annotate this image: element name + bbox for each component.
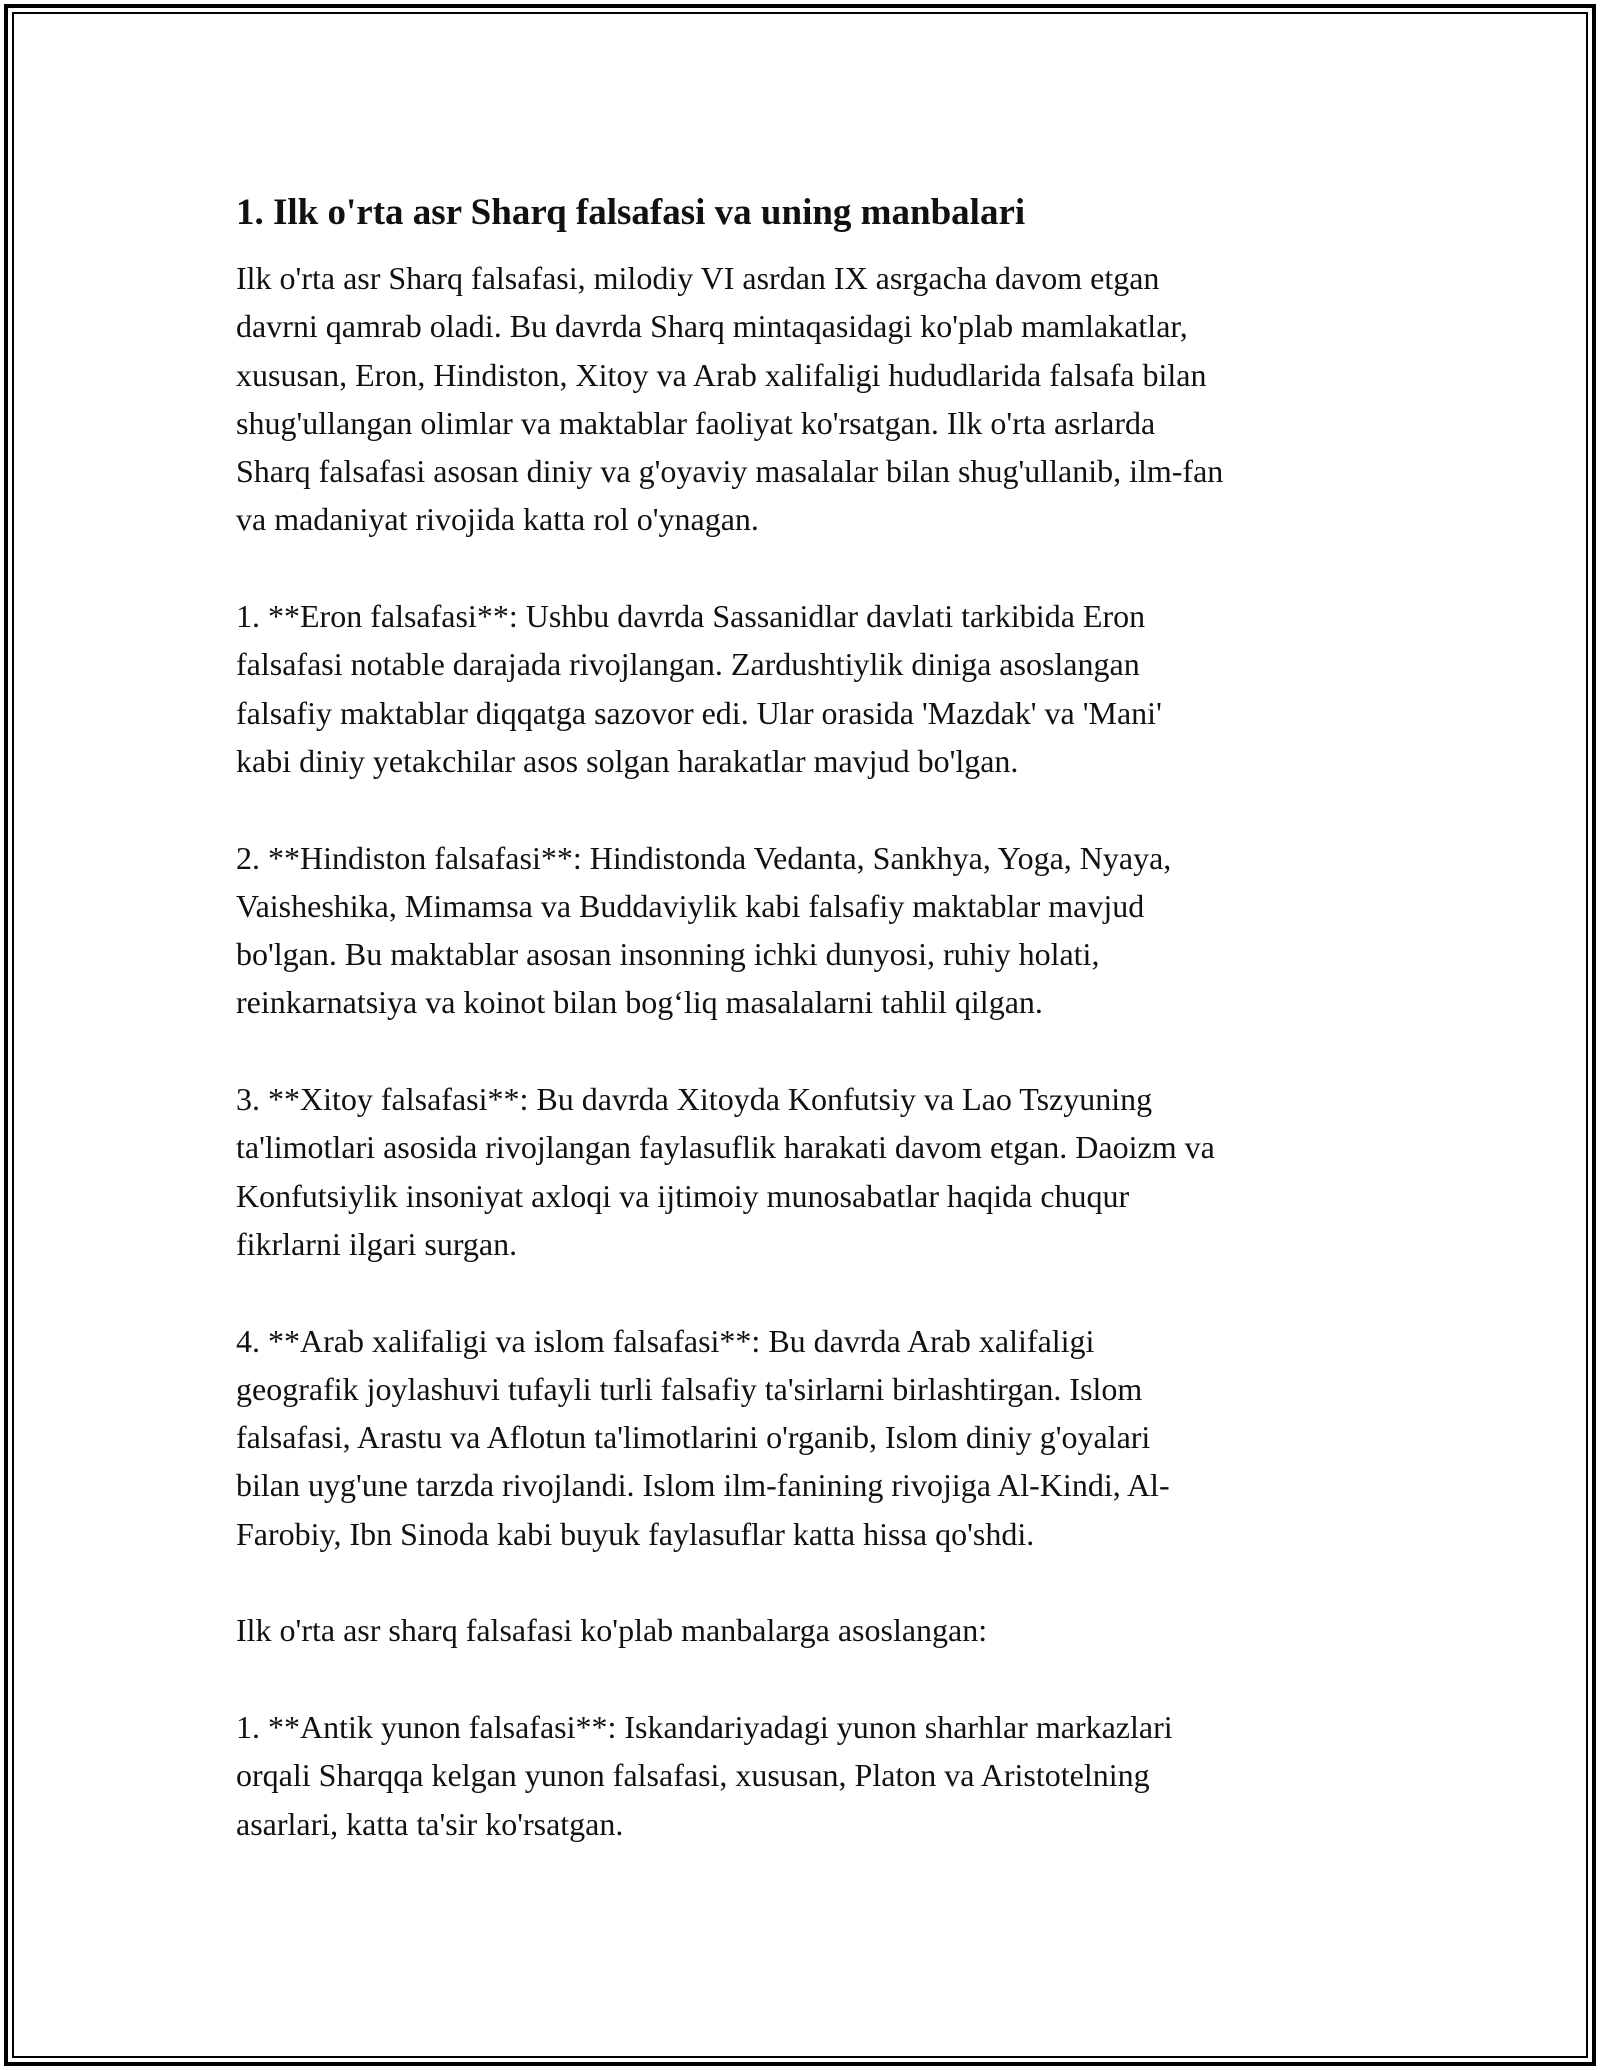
document-body [236, 188, 1376, 1896]
list-item-antik-yunon: 1. **Antik yunon falsafasi**: Iskandariyadagi yunon sharhlar markazlari orqali Sharqqa kelgan yunon falsafasi, xususan, Platon va Aristotelning asarlari, katta ta'sir ko'rsatgan. [236, 1708, 1173, 1842]
list-item-arab: 4. **Arab xalifaligi va islom falsafasi**: Bu davrda Arab xalifaligi geografik joylashuvi tufayli turli falsafiy ta'sirlarni birlashtirgan. Islom falsafasi, Arastu va Aflotun ta'limotlarini o'rganib, Islom diniy g'oyalari bilan uyg'une tarzda rivojlandi. Islom ilm-fanining rivojiga Al-Kindi, Al- Farobiy, Ibn Sinoda kabi buyuk faylasuflar katta hissa qo'shdi. [236, 1322, 1170, 1552]
list-item-xitoy: 3. **Xitoy falsafasi**: Bu davrda Xitoyda Konfutsiy va Lao Tszyuning ta'limotlari asosida rivojlangan faylasuflik harakati davom etgan. Daoizm va Konfutsiylik insoniyat axloqi va ijtimoiy munosabatlar haqida chuqur fikrlarni ilgari surgan. [236, 1081, 1215, 1262]
sources-intro-paragraph: Ilk o'rta asr sharq falsafasi ko'plab manbalarga asoslangan: [236, 1612, 988, 1649]
document-title: 1. Ilk o'rta asr Sharq falsafasi va uning manbalari [236, 192, 1026, 233]
list-item-hindiston: 2. **Hindiston falsafasi**: Hindistonda Vedanta, Sankhya, Yoga, Nyaya, Vaisheshika, Mimamsa va Buddaviylik kabi falsafiy maktablar mavjud bo'lgan. Bu maktablar asosan insonning ichki dunyosi, ruhiy holati, reinkarnatsiya va koinot bilan bog‘liq masalalarni tahlil qilgan. [236, 839, 1172, 1021]
list-item-eron: 1. **Eron falsafasi**: Ushbu davrda Sassanidlar davlati tarkibida Eron falsafasi notable darajada rivojlangan. Zardushtiylik diniga asoslangan falsafiy maktablar diqqatga sazovor edi. Ular orasida 'Mazdak' va 'Mani' kabi diniy yetakchilar asos solgan harakatlar mavjud bo'lgan. [236, 598, 1162, 779]
intro-paragraph: Ilk o'rta asr Sharq falsafasi, milodiy VI asrdan IX asrgacha davom etgan davrni qamrab oladi. Bu davrda Sharq mintaqasidagi ko'plab mamlakatlar, xususan, Eron, Hindiston, Xitoy va Arab xalifaligi hududlarida falsafa bilan shug'ullangan olimlar va maktablar faoliyat ko'rsatgan. Ilk o'rta asrlarda Sharq falsafasi asosan diniy va g'oyaviy masalalar bilan shug'ullanib, ilm-fan va madaniyat rivojida katta rol o'ynagan. [236, 260, 1224, 538]
